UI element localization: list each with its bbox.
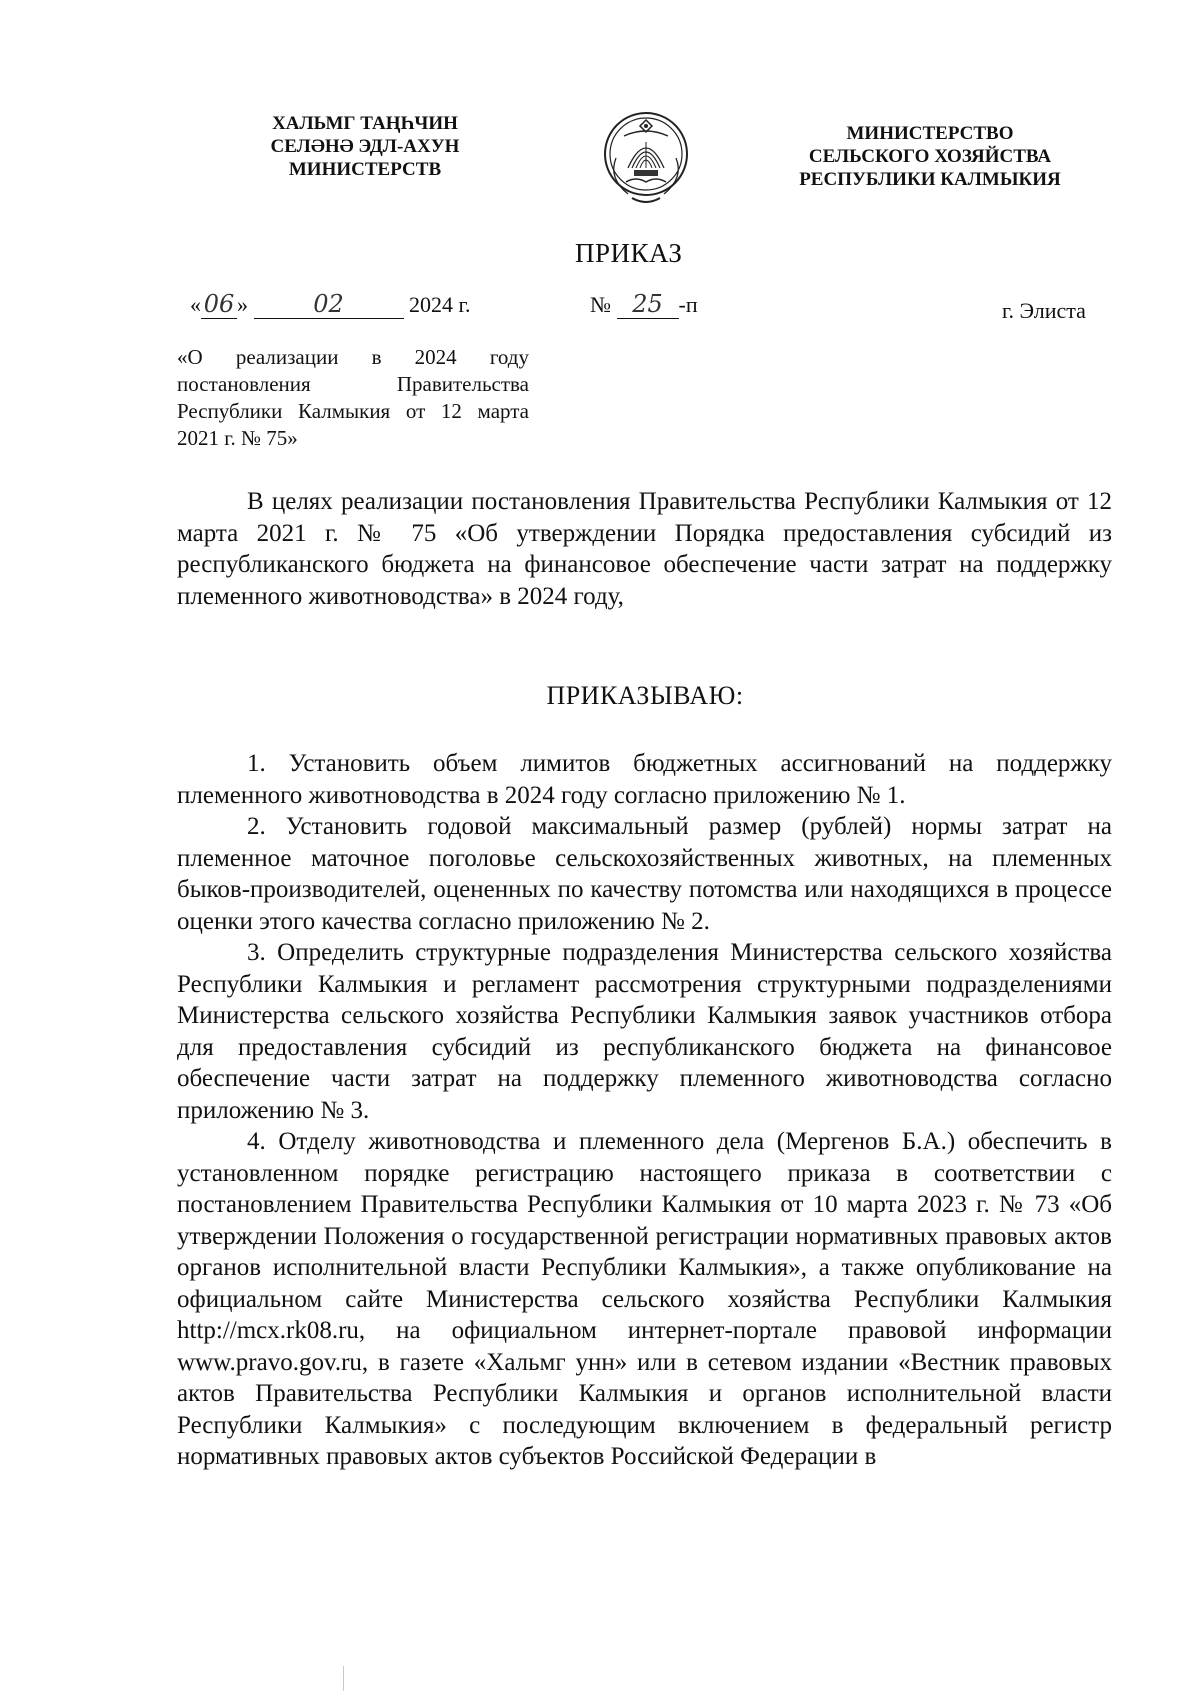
order-directive-heading: ПРИКАЗЫВАЮ: (546, 681, 744, 710)
order-item-4: 4. Отделу животноводства и племенного дела (Мергенов Б.А.) обеспечить в установленном порядке регистрацию настоящего приказа в соответствии с постановлением Правительства Республики Калмыкия от 10 марта 2023 г. № 73 «Об утверждении Положения о государственной регистрации нормативных правовых актов органов исполнительной власти Республики Калмыкия», а также опубликование на официальном сайте Министерства сельского хозяйства Республики Калмыкия http://mcx.rk08.ru, на официальном интернет-портале правовой информации www.pravo.gov.ru, в газете «Хальмг унн» или в сетевом издании «Вестник правовых актов Правительства Республики Калмыкия и органов исполнительной власти Республики Калмыкия» с последующим включением в федеральный регистр нормативных правовых актов субъектов Российской Федерации в (177, 1128, 1112, 1470)
number-prefix: № (590, 292, 611, 317)
order-item-2: 2. Установить годовой максимальный размер (рублей) нормы затрат на племенное маточное поголовье сельскохозяйственных животных, на племенных быков-производителей, оцененных по качеству потомства или находящихся в процессе оценки этого качества согласно приложению № 2. (177, 813, 1112, 935)
date-close-quote: » (237, 292, 248, 317)
date-open-quote: « (190, 292, 201, 317)
issue-city: г. Элиста (1002, 298, 1086, 323)
date-year: 2024 г. (409, 292, 471, 317)
order-item-3: 3. Определить структурные подразделения Министерства сельского хозяйства Республики Калмыкия и регламент рассмотрения структурными подразделениями Министерства сельского хозяйства Республики Калмыкия заявок участников отбора для предоставления субсидий из республиканского бюджета на финансовое обеспечение части затрат на поддержку племенного животноводства согласно приложению № 3. (177, 939, 1112, 1124)
order-subject: «О реализации в 2024 году постановления Правительства Республики Калмыкия от 12 марта 2021 г. № 75» (177, 345, 529, 450)
number-value-handwritten: 25 (617, 290, 679, 319)
document-type-title: ПРИКАЗ (575, 238, 683, 268)
order-item-1: 1. Установить объем лимитов бюджетных ассигнований на поддержку племенного животноводства в 2024 году согласно приложению № 1. (177, 750, 1112, 809)
ministry-name-kalmyk (240, 112, 490, 181)
order-items (177, 748, 1112, 1473)
preamble-block (177, 486, 1112, 612)
document-date (190, 290, 471, 319)
ministry-name-russian-line: РЕСПУБЛИКИ КАЛМЫКИЯ (799, 169, 1061, 190)
number-suffix: -п (678, 292, 698, 317)
scan-fold-mark (343, 1666, 344, 1691)
preamble-paragraph: В целях реализации постановления Правительства Республики Калмыкия от 12 марта 2021 г. № 75 «Об утверждении Порядка предоставления субсидий из республиканского бюджета на финансовое обеспечение части затрат на поддержку племенного животноводства» в 2024 году, (177, 488, 1112, 610)
date-day-handwritten: 06 (201, 290, 237, 319)
ministry-name-kalmyk-line: ХАЛЬМГ ТАҢҺЧИН (272, 113, 458, 134)
ministry-name-russian (780, 122, 1080, 191)
ministry-name-russian-line: МИНИСТЕРСТВО (846, 123, 1014, 144)
ministry-name-kalmyk-line: МИНИСТЕРСТВ (288, 159, 442, 180)
ministry-name-kalmyk-line: СЕЛӘНӘ ЭДЛ-АХУН (270, 136, 460, 157)
document-number (590, 290, 698, 319)
date-month-handwritten: 02 (254, 290, 404, 319)
kalmykia-coat-of-arms-icon (598, 98, 694, 208)
ministry-name-russian-line: СЕЛЬСКОГО ХОЗЯЙСТВА (808, 146, 1052, 167)
